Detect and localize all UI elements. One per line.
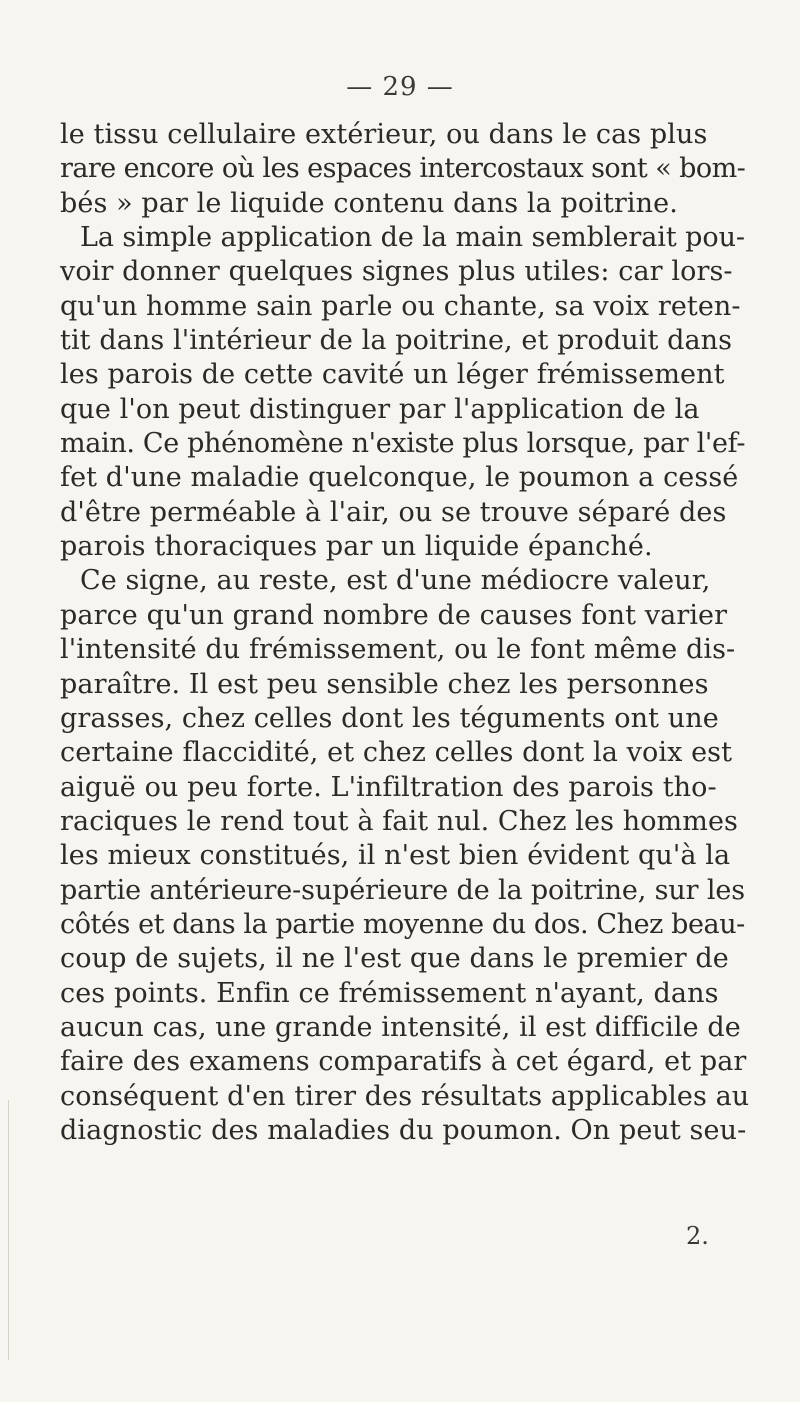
text-line: fet d'une maladie quelconque, le poumon a cessé: [60, 462, 739, 494]
text-line: tit dans l'intérieur de la poitrine, et produit dans: [60, 325, 733, 357]
text-line: certaine flaccidité, et chez celles dont la voix est: [60, 737, 733, 769]
text-line: Ce signe, au reste, est d'une médiocre valeur,: [80, 565, 711, 597]
text-line: raciques le rend tout à fait nul. Chez les hommes: [60, 805, 739, 837]
text-line: parois thoraciques par un liquide épanché.: [60, 531, 653, 563]
text-line: coup de sujets, il ne l'est que dans le premier de: [60, 943, 729, 975]
text-line: grasses, chez celles dont les téguments ont une: [60, 702, 719, 734]
text-line: paraître. Il est peu sensible chez les personnes: [60, 668, 709, 700]
text-line: d'être perméable à l'air, ou se trouve séparé des: [60, 496, 727, 528]
text-line: bés » par le liquide contenu dans la poitrine.: [60, 187, 678, 219]
signature-mark: 2.: [686, 1222, 709, 1250]
text-line: aucun cas, une grande intensité, il est difficile de: [60, 1011, 741, 1043]
text-line: main. Ce phénomène n'existe plus lorsque, par l'ef-: [60, 428, 746, 460]
text-line: côtés et dans la partie moyenne du dos. Chez beau-: [60, 908, 745, 940]
text-line: le tissu cellulaire extérieur, ou dans le cas plus: [60, 119, 708, 150]
text-line: ces points. Enfin ce frémissement n'ayant, dans: [60, 977, 719, 1009]
text-line: faire des examens comparatifs à cet égard, et par: [60, 1046, 747, 1078]
body-text: [60, 118, 750, 1148]
text-line: conséquent d'en tirer des résultats applicables au: [60, 1080, 750, 1112]
text-line: que l'on peut distinguer par l'application de la: [60, 393, 700, 425]
text-line: parce qu'un grand nombre de causes font varier: [60, 599, 728, 631]
text-line: diagnostic des maladies du poumon. On peut seu-: [60, 1114, 747, 1146]
text-line: rare encore où les espaces intercostaux sont « bom-: [60, 153, 746, 185]
text-line: voir donner quelques signes plus utiles: car lors-: [60, 256, 733, 288]
text-line: qu'un homme sain parle ou chante, sa voix reten-: [60, 290, 741, 322]
text-line: les mieux constitués, il n'est bien évident qu'à la: [60, 840, 731, 872]
text-line: aiguë ou peu forte. L'infiltration des parois tho-: [60, 771, 717, 803]
text-line: l'intensité du frémissement, ou le font même dis-: [60, 634, 736, 666]
page-number-header: — 29 —: [346, 72, 454, 102]
text-line: La simple application de la main semblerait pou-: [80, 222, 745, 254]
page-edge-shadow: [8, 1100, 9, 1360]
text-line: les parois de cette cavité un léger frémissement: [60, 359, 725, 391]
text-line: partie antérieure-supérieure de la poitrine, sur les: [60, 874, 745, 906]
